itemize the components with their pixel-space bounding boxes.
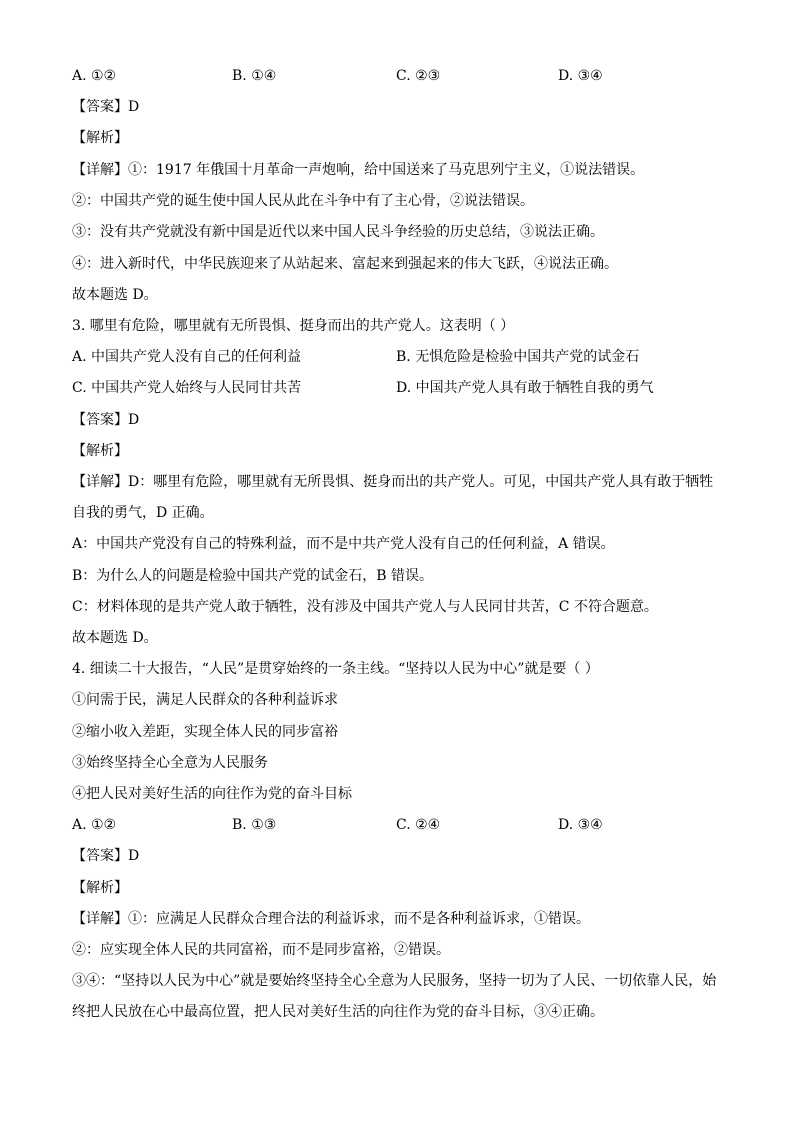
q4-option-b: B. ①③ — [232, 817, 277, 833]
q2-answer — [72, 99, 139, 116]
q4-stem: 4. 细读二十大报告，“人民”是贯穿始终的一条主线。“坚持以人民为中心”就是要（ ） — [72, 661, 599, 677]
q4-item-3: ③始终坚持全心全意为人民服务 — [72, 755, 268, 771]
detail-label: 【详解】 — [72, 911, 128, 927]
detail-label: 【详解】 — [72, 474, 128, 490]
q4-detail-3: ③④：“坚持以人民为中心”就是要始终坚持全心全意为人民服务，坚持一切为了人民、一切依靠人民，始终把人民放在心中最高位置，把人民对美好生活的向往作为党的奋斗目标，③④正确。 — [72, 973, 717, 1020]
q3-option-b: B. 无惧危险是检验中国共产党的试金石 — [396, 349, 640, 365]
q3-detail-4: C：材料体现的是共产党人敢于牺牲，没有涉及中国共产党人与人民同甘共苦，C 不符合题意。 — [72, 599, 658, 615]
answer-label: 【答案】 — [72, 99, 128, 115]
q4-option-a: A. ①② — [72, 817, 117, 833]
detail-text: D：哪里有危险，哪里就有无所畏惧、挺身而出的共产党人。可见，中国共产党人具有敢于牺牲自我的勇气，D 正确。 — [72, 474, 714, 521]
q2-analysis-label: 【解析】 — [72, 130, 128, 146]
q2-option-a: A. ①② — [72, 68, 117, 84]
q3-analysis-label: 【解析】 — [72, 443, 128, 459]
q3-detail-2: A：中国共产党没有自己的特殊利益，而不是中共产党人没有自己的任何利益，A 错误。 — [72, 536, 615, 552]
q3-detail-3: B：为什么人的问题是检验中国共产党的试金石，B 错误。 — [72, 568, 434, 584]
q2-detail-2: ②：中国共产党的诞生使中国人民从此在斗争中有了主心骨，②说法错误。 — [72, 193, 534, 209]
q4-detail-1 — [72, 911, 590, 928]
answer-label: 【答案】 — [72, 412, 128, 428]
answer-value: D — [128, 99, 140, 115]
answer-label: 【答案】 — [72, 848, 128, 864]
q2-detail-1 — [72, 162, 644, 179]
q4-analysis-label: 【解析】 — [72, 880, 128, 896]
detail-text: ①：应满足人民群众合理合法的利益诉求，而不是各种利益诉求，①错误。 — [128, 911, 590, 927]
q3-conclusion: 故本题选 D。 — [72, 630, 158, 646]
answer-value: D — [128, 412, 140, 428]
q3-answer — [72, 412, 139, 429]
q2-detail-4: ④：进入新时代，中华民族迎来了从站起来、富起来到强起来的伟大飞跃，④说法正确。 — [72, 256, 618, 272]
q4-answer — [72, 848, 139, 865]
q4-item-2: ②缩小收入差距，实现全体人民的同步富裕 — [72, 724, 338, 740]
q2-option-d: D. ③④ — [558, 68, 603, 84]
q2-option-c: C. ②③ — [396, 68, 441, 84]
detail-label: 【详解】 — [72, 162, 128, 178]
q3-stem: 3. 哪里有危险，哪里就有无所畏惧、挺身而出的共产党人。这表明（ ） — [72, 318, 515, 334]
q3-option-a: A. 中国共产党人没有自己的任何利益 — [72, 349, 302, 365]
q4-detail-2: ②：应实现全体人民的共同富裕，而不是同步富裕，②错误。 — [72, 942, 450, 958]
q2-detail-3: ③：没有共产党就没有新中国是近代以来中国人民斗争经验的历史总结，③说法正确。 — [72, 224, 604, 240]
q2-conclusion: 故本题选 D。 — [72, 287, 158, 303]
q3-detail-1 — [72, 467, 724, 529]
q4-item-1: ①问需于民，满足人民群众的各种利益诉求 — [72, 692, 338, 708]
q3-option-d: D. 中国共产党人具有敢于牺牲自我的勇气 — [396, 380, 654, 396]
detail-text: ①：1917 年俄国十月革命一声炮响，给中国送来了马克思列宁主义，①说法错误。 — [128, 162, 645, 178]
q4-option-c: C. ②④ — [396, 817, 441, 833]
q2-option-b: B. ①④ — [232, 68, 277, 84]
q4-option-d: D. ③④ — [558, 817, 603, 833]
answer-value: D — [128, 848, 140, 864]
q4-item-4: ④把人民对美好生活的向往作为党的奋斗目标 — [72, 786, 352, 802]
q3-option-c: C. 中国共产党人始终与人民同甘共苦 — [72, 380, 302, 396]
